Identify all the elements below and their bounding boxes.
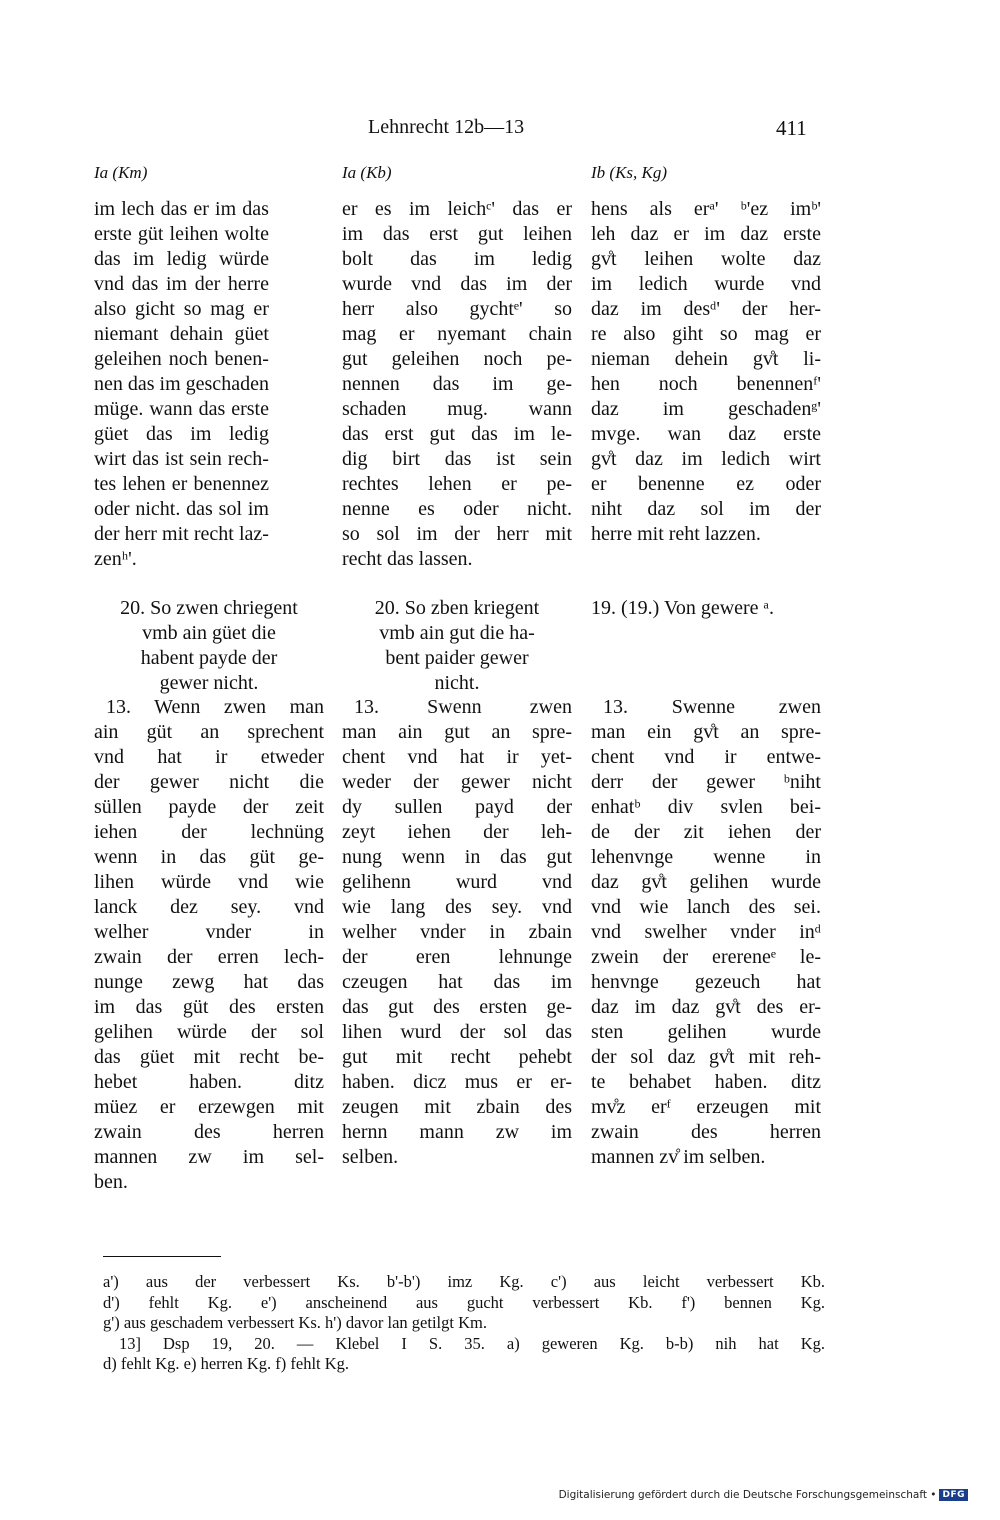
text-line: haben. dicz mus er er- [342,1071,572,1093]
text-line: zeyt iehen der leh- [342,821,572,843]
text-line: chent vnd hat ir yet- [342,746,572,768]
text-line: also gicht so mag er [94,298,269,320]
text-line: gut geleihen noch pe- [342,348,572,370]
text-line: czeugen hat das im [342,971,572,993]
text-line: herr also gychtᵉ' so [342,298,572,320]
text-line: dy sullen payd der [342,796,572,818]
text-line: man ain gut an spre- [342,721,572,743]
footnote-divider [103,1256,221,1257]
text-line: müge. wann das erste [94,398,269,420]
footnote-line: a') aus der verbessert Ks. b'-b') imz Kg. c') aus leicht verbessert Kb. [103,1272,825,1291]
heading-line: 20. So zben kriegent [374,597,540,619]
credit-text: Digitalisierung gefördert durch die Deutsche Forschungsgemeinschaft • [558,1489,937,1501]
text-line: vnd das im der herre [94,273,269,295]
text-line: daz im geschadenᵍ' [591,398,821,420]
text-line: ben. [94,1171,128,1193]
text-line: lanck dez sey. vnd [94,896,324,918]
text-line: nenne es oder nicht. [342,498,572,520]
running-title: Lehnrecht 12b—13 [368,116,525,138]
text-line: zeugen mit zbain des [342,1096,572,1118]
text-line: nunge zewg hat das [94,971,324,993]
text-line: zwain der erren lech- [94,946,324,968]
column-top-text [342,197,572,572]
text-line: daz im desᵈ' der her- [591,298,821,320]
text-line: wirt das ist sein rech- [94,448,269,470]
section-heading [342,596,572,696]
text-line: der sol daz gv̊t mit reh- [591,1046,821,1068]
text-line: de der zit iehen der [591,821,821,843]
text-line: im das güt des ersten [94,996,324,1018]
text-line: vnd hat ir etweder [94,746,324,768]
text-line: hebet haben. ditz [94,1071,324,1093]
text-line: er benenne ez oder [591,473,821,495]
text-line: gv̊t daz im ledich wirt [591,448,821,470]
digitization-credit [559,1489,968,1501]
text-line: im lech das er im das [94,198,269,220]
footnote-line: d') fehlt Kg. e') anscheinend aus gucht verbessert Kb. f') bennen Kg. [103,1292,825,1312]
heading-line: 19. (19.) Von gewere ᵃ. [591,597,775,619]
text-line: niemant dehain güet [94,323,269,345]
text-line: welher vnder in zbain [342,921,572,943]
footnote-line: g') aus geschadem verbessert Ks. h') davor lan getilgt Km. [103,1313,487,1332]
text-line: iehen der lechnüng [94,821,324,843]
text-line: 13. Swenne zwen [603,696,821,718]
footnotes [103,1272,825,1375]
text-line: mv̊z erᶠ erzeugen mit [591,1096,821,1118]
text-line: vnd swelher vnder inᵈ [591,921,821,943]
text-line: hens als erᵃ' ᵇ'ez imᵇ' [591,198,821,220]
text-line: vnd wie lanch des sei. [591,896,821,918]
text-line: selben. [342,1146,399,1168]
text-line: te behabet haben. ditz [591,1071,821,1093]
text-line: zwain des herren [591,1121,821,1143]
text-line: geleihen noch benen- [94,348,269,370]
text-line: weder der gewer nicht [342,771,572,793]
text-line: rechtes lehen er pe- [342,473,572,495]
column-paragraph [591,695,821,1170]
heading-line: nicht. [434,672,480,694]
text-line: zenʰ'. [94,548,137,570]
text-line: sten gelihen wurde [591,1021,821,1043]
text-line: gelihenn wurd vnd [342,871,572,893]
text-line: zwain des herren [94,1121,324,1143]
column-paragraph [342,695,572,1170]
text-line: 13. Swenn zwen [354,696,572,718]
text-line: bolt das im ledig [342,248,572,270]
text-line: wenn in das güt ge- [94,846,324,868]
heading-line: 20. So zwen chriegent [120,597,298,619]
column-top-text [591,197,821,547]
text-line: recht das lassen. [342,548,473,570]
text-line: lihen wurd der sol das [342,1021,572,1043]
text-line: ain güt an sprechent [94,721,324,743]
text-line: nen das im geschaden [94,373,269,395]
text-line: enhatᵇ div svlen bei- [591,796,821,818]
text-line: güet das im ledig [94,423,269,445]
page-header [0,116,1000,144]
text-line: im ledich wurde vnd [591,273,821,295]
text-line: der eren lehnunge [342,946,572,968]
heading-line: vmb ain güet die [142,622,276,644]
column-top-text [94,197,269,572]
text-line: niht daz sol im der [591,498,821,520]
heading-line: vmb ain gut die ha- [379,622,535,644]
text-line: erste güt leihen wolte [94,223,269,245]
text-line: lihen würde vnd wie [94,871,324,893]
text-line: leh daz er im daz erste [591,223,821,245]
text-line: 13. Wenn zwen man [106,696,324,718]
text-line: henvnge gezeuch hat [591,971,821,993]
text-line: mannen zv̊ im selben. [591,1146,766,1168]
footnote-line: d) fehlt Kg. e) herren Kg. f) fehlt Kg. [103,1354,350,1373]
text-line: zwein der erereneᵉ le- [591,946,821,968]
text-line: man ein gv̊t an spre- [591,721,821,743]
text-line: daz im daz gv̊t des er- [591,996,821,1018]
text-line: nieman dehein gv̊t li- [591,348,821,370]
column-paragraph [94,695,324,1195]
text-line: gut mit recht pehebt [342,1046,572,1068]
section-heading [94,596,324,696]
text-line: chent vnd ir entwe- [591,746,821,768]
column-siglum: Ia (Km) [94,163,148,182]
text-line: dig birt das ist sein [342,448,572,470]
text-line: wurde vnd das im der [342,273,572,295]
text-line: tes lehen er benennez [94,473,269,495]
text-line: re also giht so mag er [591,323,821,345]
text-line: schaden mug. wann [342,398,572,420]
footnote-line: 13] Dsp 19, 20. — Klebel I S. 35. a) geweren Kg. b-b) nih hat Kg. [119,1333,825,1353]
text-line: müez er erzewgen mit [94,1096,324,1118]
text-line: welher vnder in [94,921,324,943]
text-line: das erst gut das im le- [342,423,572,445]
text-line: nung wenn in das gut [342,846,572,868]
text-line: mannen zw im sel- [94,1146,324,1168]
column-siglum: Ib (Ks, Kg) [591,163,668,182]
text-line: mvge. wan daz erste [591,423,821,445]
section-heading [591,596,821,621]
text-line: hernn mann zw im [342,1121,572,1143]
text-line: das im ledig würde [94,248,269,270]
text-line: im das erst gut leihen [342,223,572,245]
text-line: lehenvnge wenne in [591,846,821,868]
text-line: herre mit reht lazzen. [591,523,761,545]
text-line: das güet mit recht be- [94,1046,324,1068]
column-siglum: Ia (Kb) [342,163,392,182]
text-line: das gut des ersten ge- [342,996,572,1018]
text-line: wie lang des sey. vnd [342,896,572,918]
text-line: er es im leichᶜ' das er [342,198,572,220]
page-number: 411 [776,116,807,140]
heading-line: bent paider gewer [385,647,529,669]
text-line: der gewer nicht die [94,771,324,793]
text-line: süllen payde der zeit [94,796,324,818]
text-line: mag er nyemant chain [342,323,572,345]
text-line: so sol im der herr mit [342,523,572,545]
heading-line: habent payde der [140,647,278,669]
text-line: derr der gewer ᵇniht [591,771,821,793]
text-line: oder nicht. das sol im [94,498,269,520]
text-line: gv̊t leihen wolte daz [591,248,821,270]
dfg-logo-icon: DFG [939,1489,968,1501]
text-line: daz gv̊t gelihen wurde [591,871,821,893]
text-line: der herr mit recht laz- [94,523,269,545]
text-line: gelihen würde der sol [94,1021,324,1043]
text-line: nennen das im ge- [342,373,572,395]
heading-line: gewer nicht. [159,672,259,694]
text-line: hen noch benennenᶠ' [591,373,821,395]
